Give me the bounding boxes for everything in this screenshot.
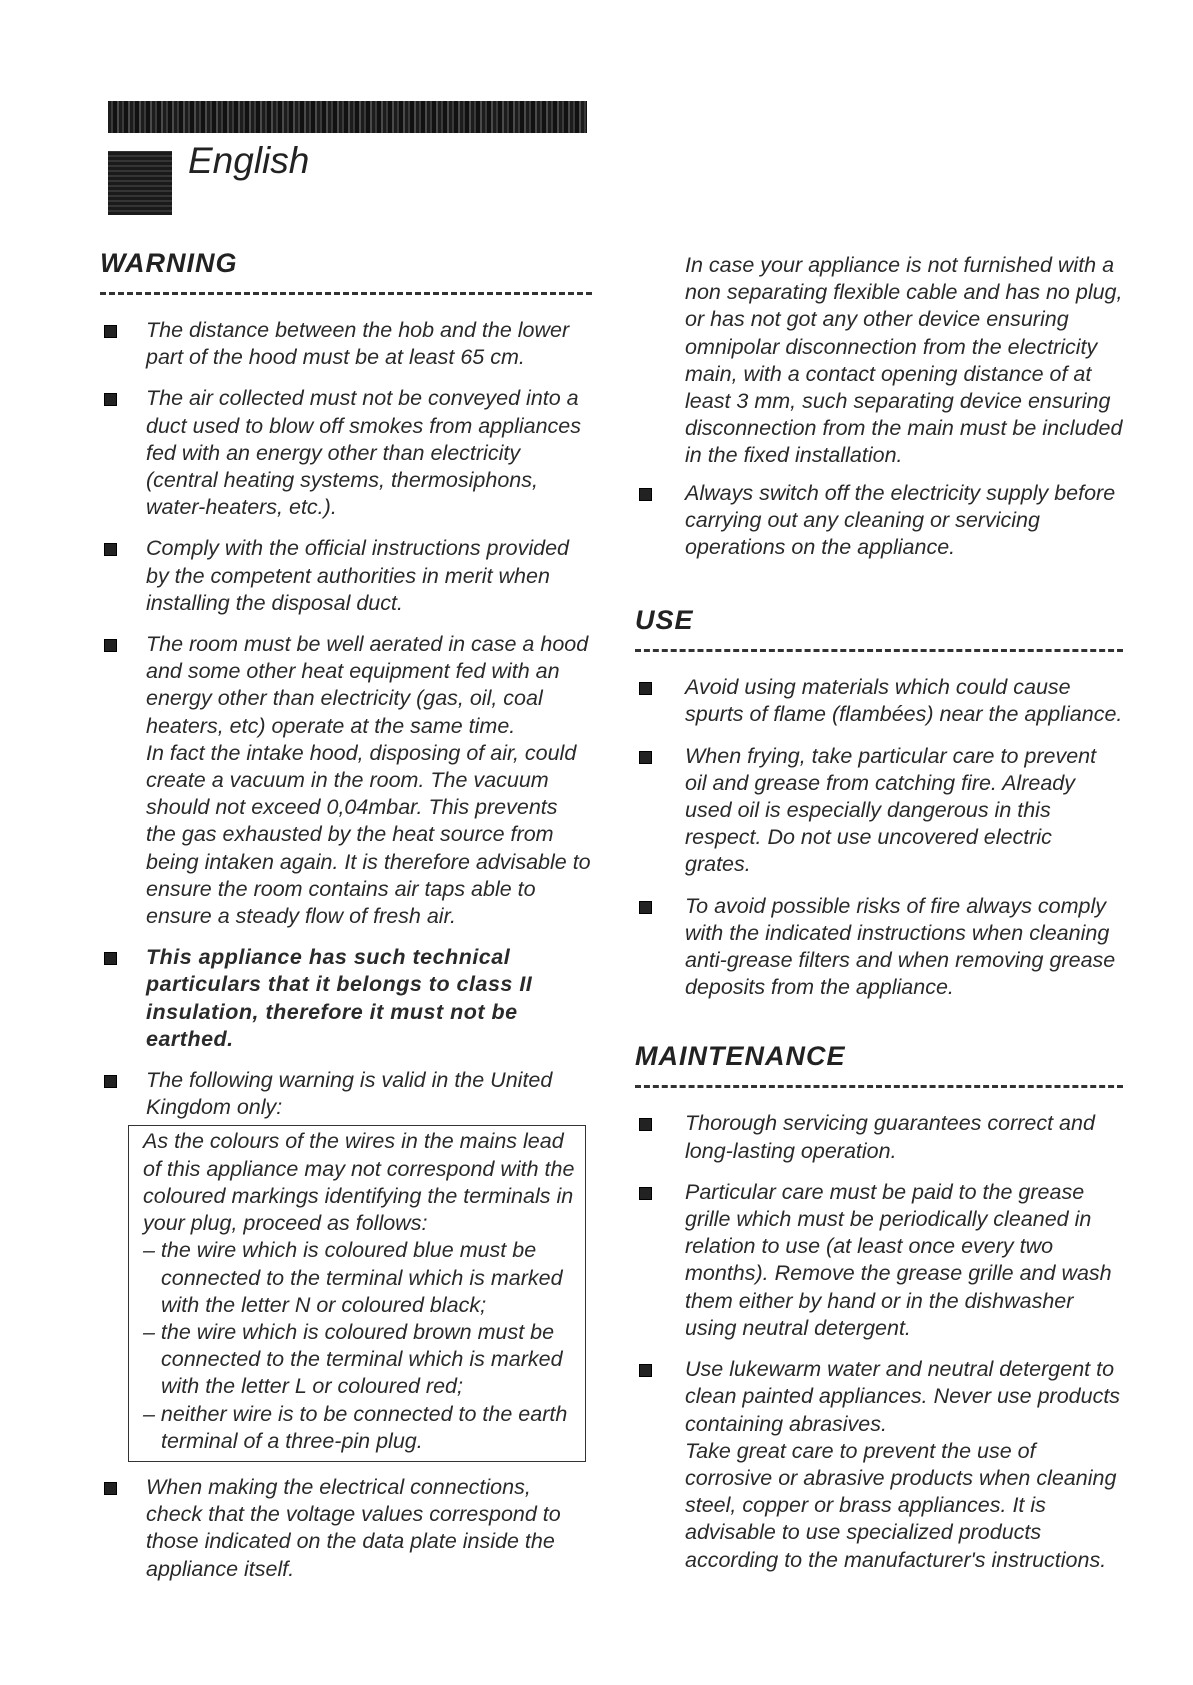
switch-off-item: Always switch off the electricity supply before carrying out any cleaning or servicing operations on the appliance. [635, 480, 1123, 562]
bullet-icon [639, 751, 652, 764]
use-item: To avoid possible risks of fire always comply with the indicated instructions when cleaning anti-grease filters and when removing grease deposits from the appliance. [635, 893, 1123, 1002]
maintenance-item-continuation: Take great care to prevent the use of corrosive or abrasive products when cleaning steel, copper or brass appliances. It is advisable to use specialized products according to the manufacturer's instructions. [685, 1438, 1117, 1572]
use-item: When frying, take particular care to prevent oil and grease from catching fire. Already used oil is especially dangerous in this respect. Do not use uncovered electric grates. [635, 743, 1123, 879]
bullet-icon [104, 1075, 117, 1088]
warning-item: The distance between the hob and the lower part of the hood must be at least 65 cm. [100, 317, 592, 371]
bullet-icon [639, 1187, 652, 1200]
use-divider [635, 649, 1123, 652]
uk-notice-intro: As the colours of the wires in the mains lead of this appliance may not correspond with the coloured markings identifying the terminals in your plug, proceed as follows: [143, 1129, 575, 1236]
disconnection-paragraph: In case your appliance is not furnished with a non separating flexible cable and has no plug, or has not got any other device ensuring omnipolar disconnection from the electricity main, with a contact opening distance of at least 3 mm, such separating device ensuring disconnection from the main must be included in the fixed installation. [685, 253, 1123, 468]
maintenance-item: Use lukewarm water and neutral detergent to clean painted appliances. Never use products containing abrasives. Take great care to prevent the use of corrosive or abrasive products when cleaning steel, copper or brass appliances. It is advisable to use specialized products according to the manufacturer's instructions. [635, 1356, 1123, 1574]
maintenance-title: MAINTENANCE [635, 1041, 846, 1072]
warning-divider [100, 292, 592, 295]
bullet-icon [104, 325, 117, 338]
warning-item-continuation: In fact the intake hood, disposing of air, could create a vacuum in the room. The vacuum should not exceed 0,04mbar. This prevents the gas exhausted by the heat source from being intaken again. It is therefore advisable to ensure the room contains air taps able to ensure a steady flow of fresh air. [146, 740, 591, 929]
bullet-icon [639, 682, 652, 695]
warning-item: The air collected must not be conveyed into a duct used to blow off smokes from appliances fed with an energy other than electricity (central heating systems, thermosiphons, water-heaters, etc.). [100, 385, 592, 521]
uk-notice-line: – neither wire is to be connected to the earth terminal of a three-pin plug. [143, 1401, 568, 1453]
bullet-icon [104, 1482, 117, 1495]
header-band [108, 101, 587, 133]
bullet-icon [639, 1364, 652, 1377]
maintenance-item: Thorough servicing guarantees correct and long-lasting operation. [635, 1110, 1123, 1164]
warning-title: WARNING [100, 248, 238, 278]
maintenance-item: Particular care must be paid to the grease grille which must be periodically cleaned in relation to use (at least once every two months). Remove the grease grille and wash them either by hand or in the dishwasher using neutral detergent. [635, 1179, 1123, 1342]
uk-notice-line: – the wire which is coloured blue must be connected to the terminal which is marked with the letter N or coloured black; [143, 1238, 563, 1317]
warning-item: When making the electrical connections, check that the voltage values correspond to those indicated on the data plate inside the appliance itself. [100, 1474, 592, 1583]
warning-item-uk: The following warning is valid in the United Kingdom only: [100, 1067, 592, 1121]
bullet-icon [104, 639, 117, 652]
language-title: English [188, 140, 310, 181]
right-column [635, 252, 1123, 1588]
left-column [100, 248, 592, 1597]
bullet-icon [104, 952, 117, 965]
uk-notice-line: – the wire which is coloured brown must be connected to the terminal which is marked with the letter L or coloured red; [143, 1319, 563, 1399]
bullet-icon [639, 1118, 652, 1131]
use-title: USE [635, 605, 694, 636]
bullet-icon [104, 393, 117, 406]
language-marker [108, 151, 172, 215]
uk-wiring-notice [128, 1125, 586, 1461]
bullet-icon [639, 901, 652, 914]
bullet-icon [639, 488, 652, 501]
warning-item: The room must be well aerated in case a hood and some other heat equipment fed with an energy other than electricity (gas, oil, coal heaters, etc) operate at the same time. In fact the intake hood, disposing of air, could create a vacuum in the room. The vacuum should not exceed 0,04mbar. This prevents the gas exhausted by the heat source from being intaken again. It is therefore advisable to ensure the room contains air taps able to ensure a steady flow of fresh air. [100, 631, 592, 930]
warning-item: Comply with the official instructions provided by the competent authorities in merit when installing the disposal duct. [100, 535, 592, 617]
maintenance-divider [635, 1085, 1123, 1088]
use-item: Avoid using materials which could cause spurts of flame (flambées) near the appliance. [635, 674, 1123, 728]
warning-item-class-ii: This appliance has such technical particulars that it belongs to class II insulation, therefore it must not be earthed. [100, 944, 592, 1053]
bullet-icon [104, 543, 117, 556]
